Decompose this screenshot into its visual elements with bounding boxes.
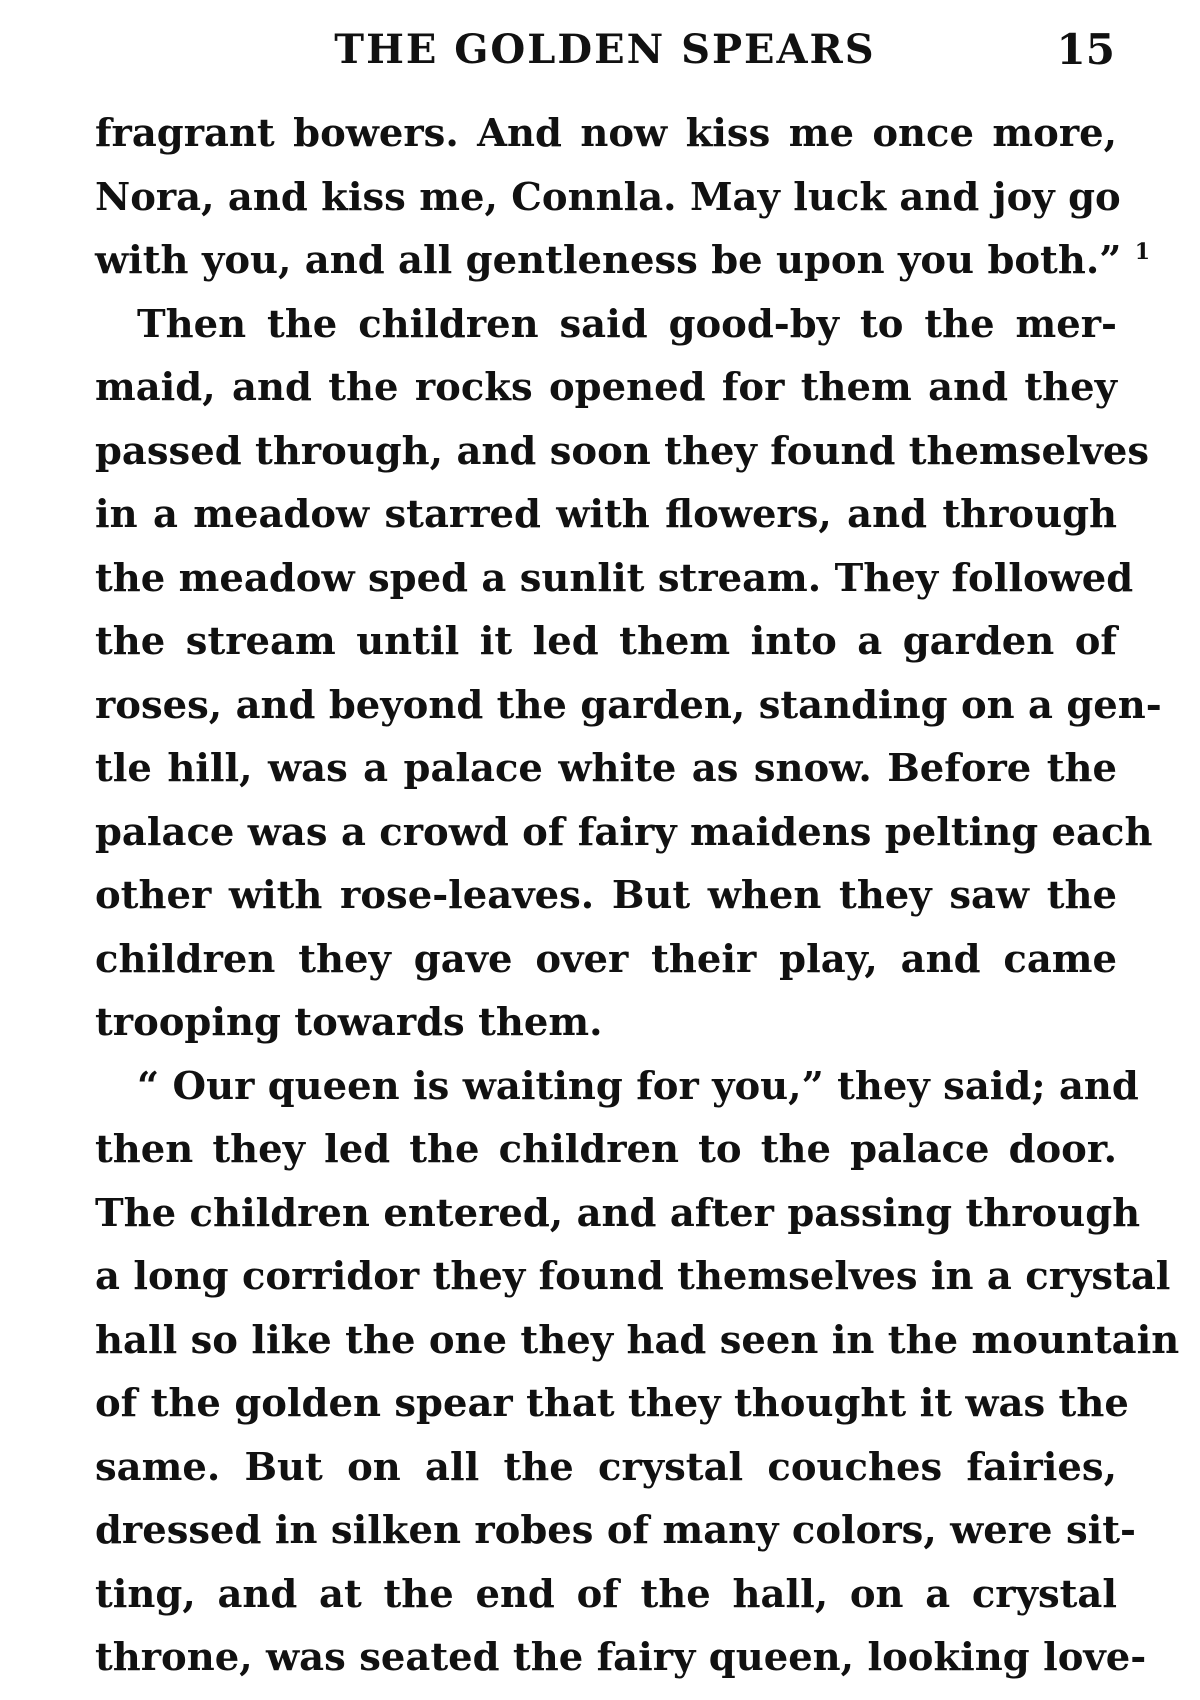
text-line: Then the children said good-by to the mer-	[137, 301, 1117, 347]
text-line: other with rose-leaves. But when they saw the	[95, 873, 1117, 918]
body-text	[95, 102, 1180, 1690]
running-title: THE GOLDEN SPEARS	[334, 26, 876, 73]
text-line: in a meadow starred with flowers, and through	[95, 492, 1117, 537]
running-head	[95, 20, 1115, 80]
text-line: fragrant bowers. And now kiss me once more,	[95, 111, 1117, 156]
text-line: the stream until it led them into a garden of	[95, 619, 1117, 664]
text-line: trooping towards them.	[95, 1000, 603, 1045]
text-line-with-footnote	[95, 229, 1151, 293]
text-line: “ Our queen is waiting for you,” they said; and	[137, 1063, 1139, 1109]
text-line: tle hill, was a palace white as snow. Before the	[95, 746, 1117, 791]
text-line: hall so like the one they had seen in the mountain	[95, 1317, 1180, 1363]
text-line: maid, and the rocks opened for them and they	[95, 365, 1117, 410]
page-number: 15	[1056, 25, 1115, 74]
text-line: children they gave over their play, and came	[95, 936, 1117, 982]
text-line: roses, and beyond the garden, standing on a gen-	[95, 682, 1162, 728]
text-line: Nora, and kiss me, Connla. May luck and joy go	[95, 174, 1121, 220]
text-line: passed through, and soon they found themselves	[95, 428, 1150, 474]
text-line: of the golden spear that they thought it was the	[95, 1381, 1129, 1426]
text-line: a long corridor they found themselves in a crystal	[95, 1254, 1171, 1299]
text-line: throne, was seated the fairy queen, looking love-	[95, 1635, 1147, 1680]
footnote-marker: 1	[1134, 239, 1151, 266]
text-line: same. But on all the crystal couches fairies,	[95, 1444, 1117, 1490]
text-line: dressed in silken robes of many colors, were sit-	[95, 1508, 1137, 1553]
text-line: palace was a crowd of fairy maidens pelting each	[95, 809, 1153, 855]
text-line-content: with you, and all gentleness be upon you both.”	[95, 238, 1122, 283]
text-line: The children entered, and after passing through	[95, 1190, 1141, 1236]
text-line: the meadow sped a sunlit stream. They followed	[95, 555, 1134, 601]
text-line: then they led the children to the palace door.	[95, 1127, 1117, 1172]
text-line: ting, and at the end of the hall, on a crystal	[95, 1571, 1117, 1617]
